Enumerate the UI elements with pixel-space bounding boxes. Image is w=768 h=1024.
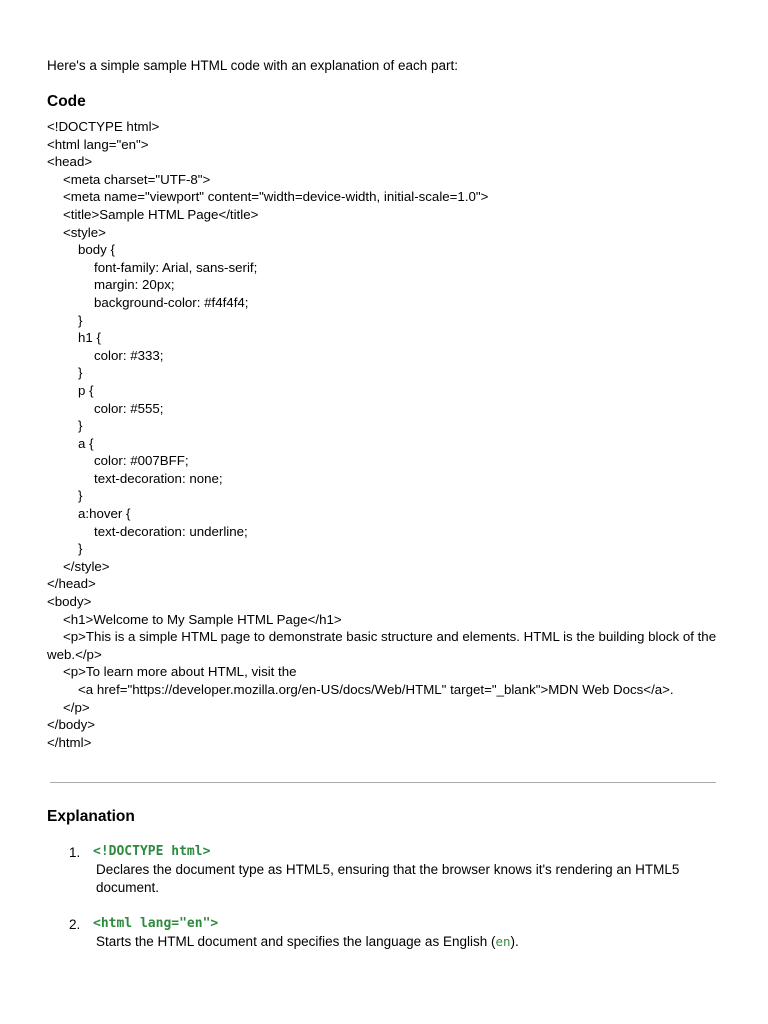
- code-line: color: #007BFF;: [94, 453, 189, 469]
- item-description: [93, 933, 727, 951]
- item-code: <html lang="en">: [93, 916, 219, 931]
- code-line: text-decoration: underline;: [94, 523, 248, 539]
- list-item: [47, 915, 727, 951]
- code-line: }: [78, 312, 83, 328]
- code-line: }: [78, 418, 83, 434]
- code-line: p {: [78, 382, 94, 398]
- code-line: <meta name="viewport" content="width=device-width, initial-scale=1.0">: [63, 189, 489, 205]
- code-line: </p>: [63, 699, 90, 715]
- code-line: body {: [78, 242, 115, 258]
- item-code: <!DOCTYPE html>: [93, 844, 211, 859]
- description-text: ).: [510, 934, 519, 949]
- explanation-list: [47, 843, 727, 969]
- code-heading: Code: [47, 93, 86, 110]
- section-divider: [50, 782, 716, 783]
- code-line: <title>Sample HTML Page</title>: [63, 206, 259, 222]
- code-line: <head>: [47, 154, 93, 170]
- code-line: color: #555;: [94, 400, 164, 416]
- code-line: </body>: [47, 717, 96, 733]
- code-line: <html lang="en">: [47, 136, 149, 152]
- code-line: <h1>Welcome to My Sample HTML Page</h1>: [63, 611, 342, 627]
- code-line-text: <p>This is a simple HTML page to demonstrate basic structure and elements. HTML is the building block of the web.</p>: [47, 629, 717, 662]
- code-line: color: #333;: [94, 347, 164, 363]
- code-line: a {: [78, 435, 94, 451]
- code-line: <body>: [47, 594, 92, 610]
- list-item: [47, 843, 727, 897]
- code-line: [47, 628, 727, 663]
- code-line: </style>: [63, 558, 110, 574]
- code-line: text-decoration: none;: [94, 470, 223, 486]
- item-description: Declares the document type as HTML5, ensuring that the browser knows it's rendering an HTML5 document.: [96, 862, 680, 895]
- inline-code: en: [495, 934, 511, 949]
- code-line: a:hover {: [78, 506, 131, 522]
- code-line: <p>To learn more about HTML, visit the: [63, 664, 297, 680]
- explanation-heading: Explanation: [47, 808, 135, 825]
- code-line: h1 {: [78, 330, 101, 346]
- code-block: [47, 118, 727, 751]
- intro-text: Here's a simple sample HTML code with an explanation of each part:: [47, 58, 459, 73]
- code-line: }: [78, 365, 83, 381]
- code-line: <meta charset="UTF-8">: [63, 171, 211, 187]
- item-number: 2.: [69, 917, 81, 932]
- code-line: </head>: [47, 576, 96, 592]
- code-line: margin: 20px;: [94, 277, 175, 293]
- code-line: }: [78, 488, 83, 504]
- item-number: 1.: [69, 845, 81, 860]
- description-text: Starts the HTML document and specifies the language as English (: [96, 934, 496, 949]
- code-line: <style>: [63, 224, 106, 240]
- code-line: <!DOCTYPE html>: [47, 119, 160, 134]
- code-line: <a href="https://developer.mozilla.org/en-US/docs/Web/HTML" target="_blank">MDN Web Docs</a>.: [78, 682, 674, 697]
- code-line: background-color: #f4f4f4;: [94, 294, 249, 310]
- code-line: </html>: [47, 734, 92, 750]
- code-line: }: [78, 541, 83, 557]
- code-line: font-family: Arial, sans-serif;: [94, 259, 258, 275]
